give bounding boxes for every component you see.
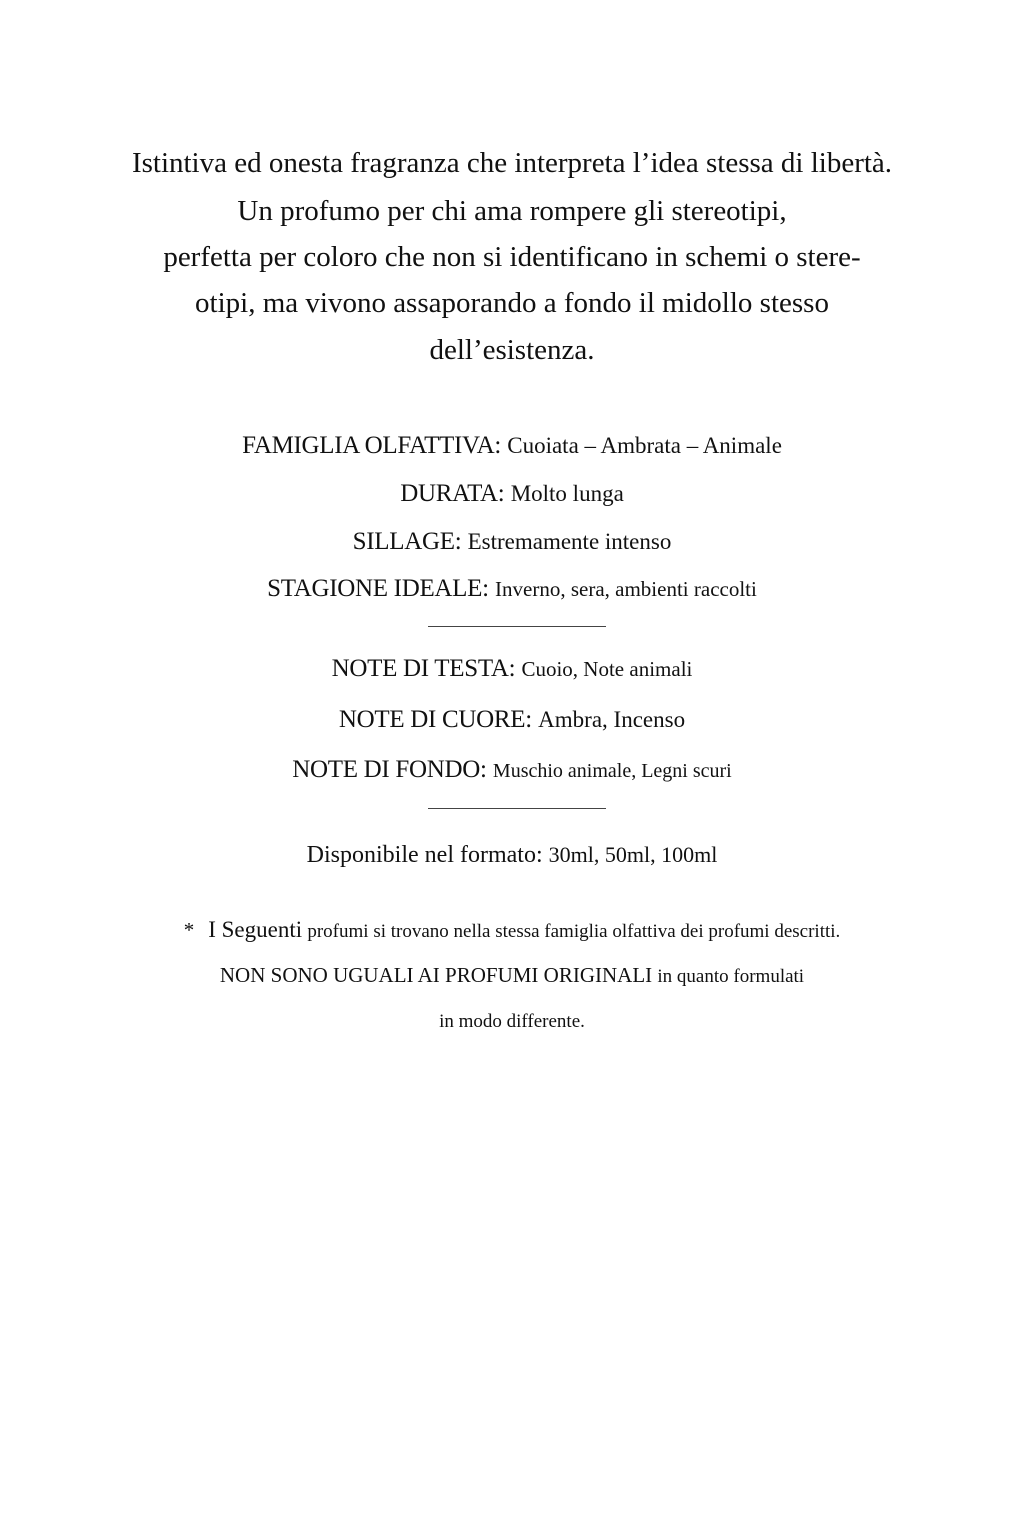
heart-notes [0, 705, 1024, 735]
duration-value: Molto lunga [510, 481, 624, 506]
disclaimer-caps: NON SONO UGUALI AI PROFUMI ORIGINALI [219, 963, 653, 987]
sillage [0, 527, 1024, 557]
heart-notes-value: Ambra, Incenso [538, 707, 686, 732]
description-line-4: otipi, ma vivono assaporando a fondo il midollo stesso [195, 287, 829, 319]
duration [0, 479, 1024, 509]
asterisk-mark: * [183, 918, 195, 942]
availability-label: Disponibile nel formato: [306, 842, 543, 868]
duration-label: DURATA: [400, 480, 505, 507]
base-notes-label: NOTE DI FONDO: [292, 756, 487, 783]
ideal-season [0, 574, 1024, 604]
base-notes-value: Muschio animale, Legni scuri [492, 760, 732, 782]
disclaimer-line-1-text: profumi si trovano nella stessa famiglia olfattiva dei profumi descritti. [307, 921, 841, 942]
description-line-3: perfetta per coloro che non si identificano in schemi o stere- [163, 241, 861, 273]
olfactory-family-value: Cuoiata – Ambrata – Animale [507, 433, 782, 458]
availability-value: 30ml, 50ml, 100ml [548, 842, 718, 867]
divider [428, 626, 606, 627]
disclaimer-line-1-lead: I Seguenti [208, 917, 303, 942]
disclaimer-line-3 [0, 1006, 1024, 1036]
ideal-season-value: Inverno, sera, ambienti raccolti [495, 577, 757, 601]
description-line-1: Istintiva ed onesta fragranza che interpreta l’idea stessa di libertà. [131, 147, 893, 179]
sillage-label: SILLAGE: [352, 528, 462, 555]
base-notes [0, 755, 1024, 786]
availability [0, 840, 1024, 870]
olfactory-family-label: FAMIGLIA OLFATTIVA: [242, 432, 501, 459]
heart-notes-label: NOTE DI CUORE: [338, 706, 532, 733]
disclaimer-line-1 [0, 916, 1024, 946]
top-notes-value: Cuoio, Note animali [521, 657, 693, 681]
description-line-5: dell’esistenza. [429, 334, 595, 366]
top-notes [0, 654, 1024, 684]
disclaimer-line-2 [0, 961, 1024, 991]
olfactory-family [0, 431, 1024, 461]
disclaimer-line-3-text: in modo differente. [439, 1011, 585, 1032]
divider [428, 808, 606, 809]
description-line-2: Un profumo per chi ama rompere gli stereotipi, [237, 195, 787, 227]
top-notes-label: NOTE DI TESTA: [331, 655, 516, 682]
ideal-season-label: STAGIONE IDEALE: [267, 575, 489, 602]
disclaimer-line-2-text: in quanto formulati [657, 966, 805, 987]
sillage-value: Estremamente intenso [467, 529, 672, 554]
